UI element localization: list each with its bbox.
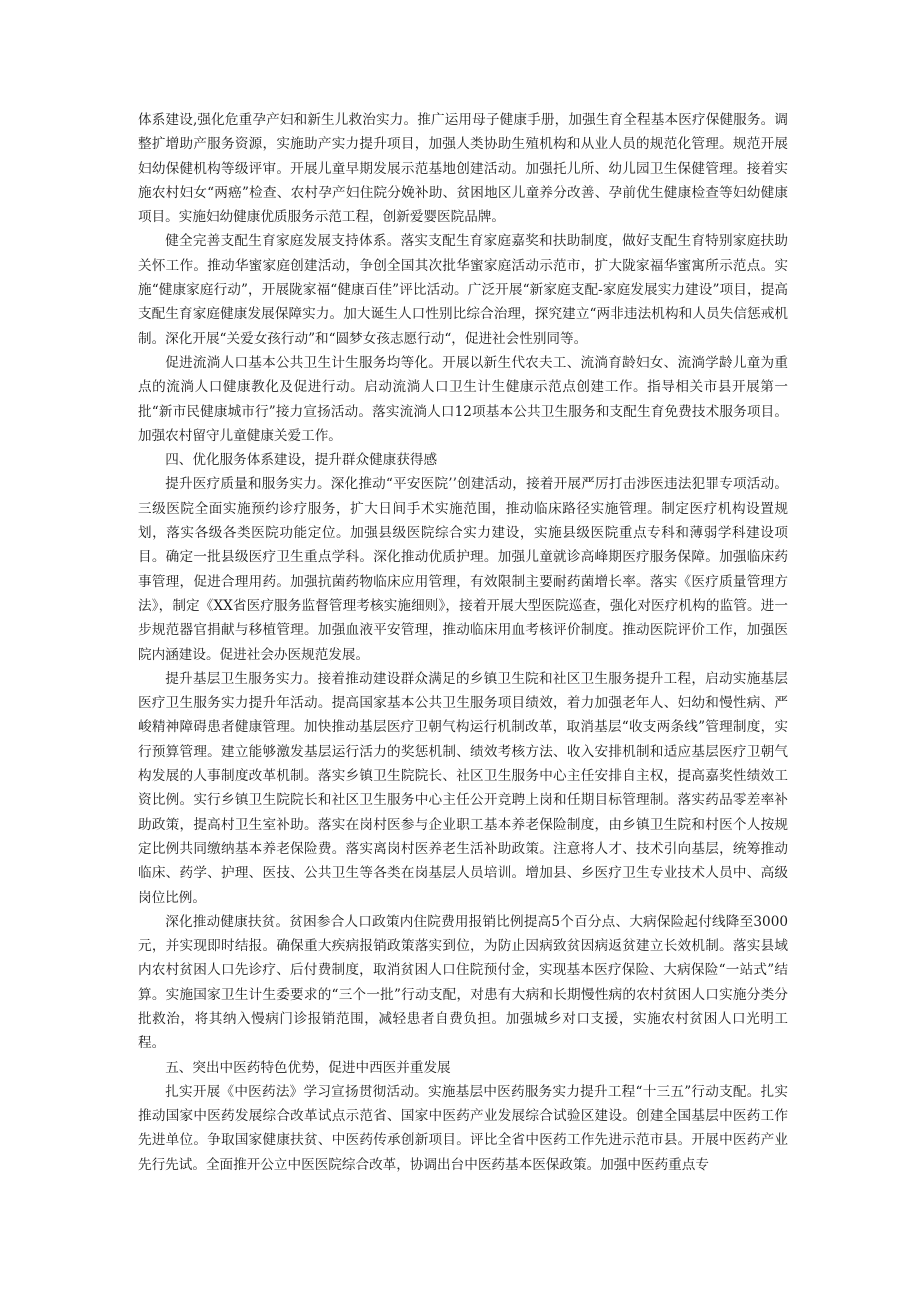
- section-heading-5: 五、突出中医药特色优势，促进中西医并重发展: [165, 1059, 451, 1076]
- paragraph-maternal-health: 体系建设,强化危重孕产妇和新生儿救治实力。推广运用母子健康手册，加强生育全程基本医疗保健服务。调整扩增助产服务资源，实施助产实力提升项目，加强人类协助生殖机构和从业人员的规范化管理。规范开展妇幼保健机构等级评审。开展儿童早期发展示范基地创建活动。加强托儿所、幼儿园卫生保健管理。接着实施农村妇女“两癌”检查、农村孕产妇住院分娩补助、贫困地区儿童养分改善、孕前优生健康检查等妇幼健康项目。实施妇幼健康优质服务示范工程，创新爱婴医院品牌。: [138, 112, 788, 226]
- paragraph-family-development: 健全完善支配生育家庭发展支持体系。落实支配生育家庭嘉奖和扶助制度，做好支配生育特别家庭扶助关怀工作。推动华蜜家庭创建活动，争创全国其次批华蜜家庭活动示范市，扩大陇家福华蜜寓所示范点。实施“健康家庭行动”，开展陇家福“健康百佳”评比活动。广泛开展“新家庭支配-家庭发展实力建设”项目，提高支配生育家庭健康发展保障实力。加大诞生人口性别比综合治理，探究建立“两非违法机构和人员失信惩戒机制。深化开展“关爱女孩行动”和“圆梦女孩志愿行动“，促进社会性别同等。: [138, 233, 788, 347]
- paragraph-tcm: 扎实开展《中医药法》学习宣扬贯彻活动。实施基层中医药服务实力提升工程“十三五”行动支配。扎实推动国家中医药发展综合改革试点示范省、国家中医药产业发展综合试验区建设。创建全国基层中医药工作先进单位。争取国家健康扶贫、中医药传承创新项目。评比全省中医药工作先进示范市县。开展中医药产业先行先试。全面推开公立中医医院综合改革，协调出台中医药基本医保政策。加强中医药重点专: [138, 1083, 788, 1173]
- document-page: [138, 108, 788, 1177]
- paragraph-floating-population: 促进流淌人口基本公共卫生计生服务均等化。开展以新生代农夫工、流淌育龄妇女、流淌学龄儿童为重点的流淌人口健康教化及促进行动。启动流淌人口卫生计生健康示范点创建工作。指导相关市县开展第一批“新市民健康城市行”接力宣扬活动。落实流淌人口12项基本公共卫生服务和支配生育免费技术服务项目。加强农村留守儿童健康关爱工作。: [138, 354, 788, 444]
- paragraph-primary-care: 提升基层卫生服务实力。接着推动建设群众满足的乡镇卫生院和社区卫生服务提升工程，启动实施基层医疗卫生服务实力提升年活动。提高国家基本公共卫生服务项目绩效，着力加强老年人、妇幼和慢性病、严峻精神障碍患者健康管理。加快推动基层医疗卫朝气构运行机制改革，取消基层“收支两条线”管理制度，实行预算管理。建立能够激发基层运行活力的奖惩机制、绩效考核方法、收入安排机制和适应基层医疗卫朝气构发展的人事制度改革机制。落实乡镇卫生院院长、社区卫生服务中心主任安排自主权，提高嘉奖性绩效工资比例。实行乡镇卫生院院长和社区卫生服务中心主任公开竞聘上岗和任期目标管理制。落实药品零差率补助政策，提高村卫生室补助。落实在岗村医参与企业职工基本养老保险制度，由乡镇卫生院和村医个人按规定比例共同缴纳基本养老保险费。落实离岗村医养老生活补助政策。注意将人才、技术引向基层，统筹推动临床、药学、护理、医技、公共卫生等各类在岗基层人员培训。增加县、乡医疗卫生专业技术人员中、高级岗位比例。: [138, 670, 788, 906]
- paragraph-health-poverty: 深化推动健康扶贫。贫困参合人口政策内住院费用报销比例提高5个百分点、大病保险起付线降至3000元，并实现即时结报。确保重大疾病报销政策落实到位，为防止因病致贫因病返贫建立长效机制。落实县域内农村贫困人口先诊疗、后付费制度，取消贫困人口住院预付金，实现基本医疗保险、大病保险“一站式”结算。实施国家卫生计生委要求的“三个一批”行动支配，对患有大病和长期慢性病的农村贫困人口实施分类分批救治，将其纳入慢病门诊报销范围，减轻患者自费负担。加强城乡对口支援，实施农村贫困人口光明工程。: [138, 913, 788, 1052]
- paragraph-medical-quality: 提升医疗质量和服务实力。深化推动“平安医院’’创建活动，接着开展严厉打击涉医违法犯罪专项活动。三级医院全面实施预约诊疗服务，扩大日间手术实施范围，推动临床路径实施管理。制定医疗机构设置规划，落实各级各类医院功能定位。加强县级医院综合实力建设，实施县级医院重点专科和薄弱学科建设项目。确定一批县级医疗卫生重点学科。深化推动优质护理。加强儿童就诊高峰期医疗服务保障。加强临床药事管理，促进合理用药。加强抗菌药物临床应用管理，有效限制主要耐药菌增长率。落实《医疗质量管理方法》，制定《XX省医疗服务监督管理考核实施细则》，接着开展大型医院巡查，强化对医疗机构的监管。进一步规范器官捐献与移植管理。加强血液平安管理，推动临床用血考核评价制度。推动医院评价工作，加强医院内涵建设。促进社会办医规范发展。: [138, 476, 788, 663]
- section-heading-4: 四、优化服务体系建设，提升群众健康获得感: [165, 452, 438, 469]
